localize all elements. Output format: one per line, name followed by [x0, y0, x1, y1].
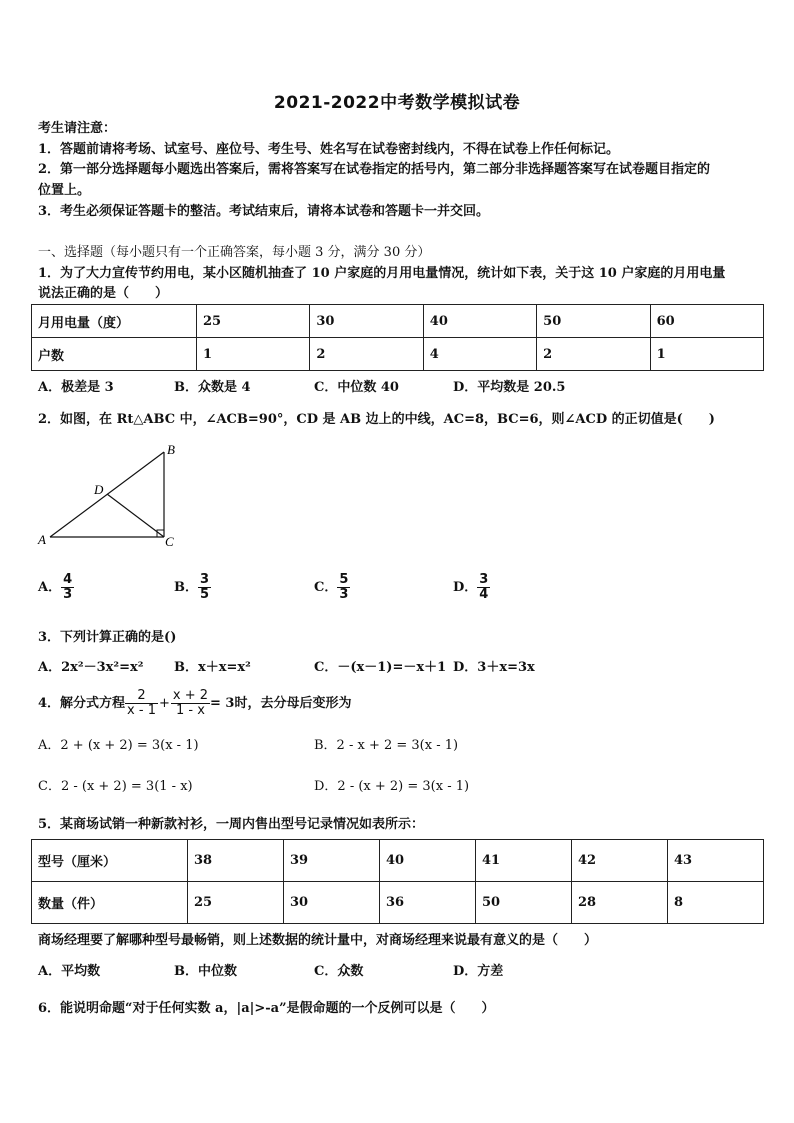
q2-option-a-label: A．: [38, 580, 62, 595]
q1-cell: 月用电量（度）: [32, 305, 197, 338]
q3-option-d: D．3＋x=3x: [453, 660, 535, 675]
q5-option-b: B．中位数: [174, 964, 237, 979]
q5-cell: 42: [572, 840, 668, 882]
q2-option-a-num: 4: [63, 572, 73, 587]
q4-frac1-num: 2: [125, 689, 158, 704]
q4-frac2-den: 1 - x: [175, 703, 205, 718]
q2-label-a: A: [38, 532, 46, 547]
q2-option-a: [38, 571, 74, 605]
q5-cell: 25: [188, 882, 284, 924]
notice-item-2-cont: 位置上。: [38, 183, 91, 198]
notice-item-3: 3．考生必须保证答题卡的整洁。考试结束后，请将本试卷和答题卡一并交回。: [38, 204, 490, 219]
q5-cell: 28: [572, 882, 668, 924]
q1-cell: 60: [650, 305, 763, 338]
q1-cell: 1: [650, 338, 763, 371]
q2-label-b: B: [167, 442, 175, 457]
notice-heading: 考生请注意：: [38, 121, 117, 136]
q5-cell: 30: [284, 882, 380, 924]
q4-plus: +: [158, 696, 170, 711]
q1-cell: 2: [537, 338, 650, 371]
q4-stem: [38, 686, 351, 722]
q2-label-c: C: [165, 534, 174, 549]
q2-option-d-label: D．: [453, 580, 478, 595]
q4-option-b: B．2 - x + 2 = 3(x - 1): [314, 738, 459, 753]
q1-cell: 30: [310, 305, 423, 338]
q4-prefix: 4．解分式方程: [38, 696, 126, 711]
q2-option-c-den: 3: [339, 587, 349, 602]
q2-label-d: D: [94, 482, 104, 497]
q3-option-c: C．－(x－1)=－x＋1: [314, 660, 447, 675]
q2-triangle-figure: [30, 438, 190, 553]
q1-table-row: [32, 305, 764, 338]
q5-option-d: D．方差: [453, 964, 504, 979]
q5-stem: 5．某商场试销一种新款衬衫，一周内售出型号记录情况如表所示：: [38, 817, 425, 832]
q4-option-c: C．2 - (x + 2) = 3(1 - x): [38, 779, 193, 794]
q5-table: [31, 839, 764, 924]
q1-table-row: [32, 338, 764, 371]
q5-cell: 8: [668, 882, 764, 924]
q1-stem-line2: 说法正确的是（ ）: [38, 286, 169, 301]
q5-cell: 41: [476, 840, 572, 882]
q1-cell: 1: [197, 338, 310, 371]
q3-option-b: B．x＋x=x²: [174, 660, 251, 675]
q5-cell: 50: [476, 882, 572, 924]
q2-stem: 2．如图，在 Rt△ABC 中，∠ACB=90°，CD 是 AB 边上的中线，AC=8，BC=6，则∠ACD 的正切值是( ): [38, 412, 715, 427]
q2-option-b-den: 5: [200, 587, 210, 602]
q2-option-a-den: 3: [63, 587, 73, 602]
q1-option-a: A．极差是 3: [38, 380, 114, 395]
q1-cell: 25: [197, 305, 310, 338]
q5-table-row: [32, 840, 764, 882]
q3-option-a: A．2x²－3x²=x²: [38, 660, 144, 675]
q2-option-c-num: 5: [339, 572, 349, 587]
q4-suffix: = 3时，去分母后变形为: [210, 696, 352, 711]
q2-option-b-num: 3: [200, 572, 210, 587]
q2-option-d-num: 3: [479, 572, 489, 587]
q5-option-c: C．众数: [314, 964, 364, 979]
q4-option-d: D．2 - (x + 2) = 3(x - 1): [314, 779, 470, 794]
q1-cell: 40: [423, 305, 536, 338]
q4-frac1-den: x - 1: [127, 703, 156, 718]
q2-option-b-label: B．: [174, 580, 198, 595]
q2-option-b: [174, 571, 211, 605]
q2-option-c-label: C．: [314, 580, 338, 595]
q1-stem-line1: 1．为了大力宣传节约用电，某小区随机抽查了 10 户家庭的月用电量情况，统计如下表，关于这 10 户家庭的月用电量: [38, 266, 726, 281]
q4-frac2-num: x + 2: [172, 688, 208, 703]
q5-cell: 40: [380, 840, 476, 882]
q5-cell: 38: [188, 840, 284, 882]
exam-title: 2021-2022中考数学模拟试卷: [273, 93, 521, 113]
q1-cell: 2: [310, 338, 423, 371]
q4-option-a: A．2 + (x + 2) = 3(x - 1): [38, 738, 199, 753]
q3-stem: 3．下列计算正确的是(): [38, 630, 177, 645]
q2-median-cd: [107, 494, 164, 537]
q2-option-d-den: 4: [479, 587, 489, 602]
q2-option-c: [314, 571, 350, 605]
q5-table-row: [32, 882, 764, 924]
q5-option-a: A．平均数: [38, 964, 101, 979]
q1-cell: 户数: [32, 338, 197, 371]
q5-question: 商场经理要了解哪种型号最畅销，则上述数据的统计量中，对商场经理来说最有意义的是（ ）: [38, 933, 598, 948]
q5-cell: 数量（件）: [32, 882, 188, 924]
q1-option-b: B．众数是 4: [174, 380, 251, 395]
q5-cell: 36: [380, 882, 476, 924]
section-heading: 一、选择题（每小题只有一个正确答案，每小题 3 分，满分 30 分）: [38, 245, 431, 260]
q5-cell: 39: [284, 840, 380, 882]
q1-cell: 4: [423, 338, 536, 371]
notice-item-1: 1．答题前请将考场、试室号、座位号、考生号、姓名写在试卷密封线内，不得在试卷上作任何标记。: [38, 142, 620, 157]
q6-stem: 6．能说明命题“对于任何实数 a，|a|>-a”是假命题的一个反例可以是（ ）: [38, 1001, 495, 1016]
q1-cell: 50: [537, 305, 650, 338]
notice-item-2: 2．第一部分选择题每小题选出答案后，需将答案写在试卷指定的括号内，第二部分非选择题答案写在试卷题目指定的: [38, 162, 711, 177]
q5-cell: 43: [668, 840, 764, 882]
q5-cell: 型号（厘米）: [32, 840, 188, 882]
q1-table: [31, 304, 764, 371]
q1-option-d: D．平均数是 20.5: [453, 380, 566, 395]
q2-option-d: [453, 571, 490, 605]
q1-option-c: C．中位数 40: [314, 380, 399, 395]
